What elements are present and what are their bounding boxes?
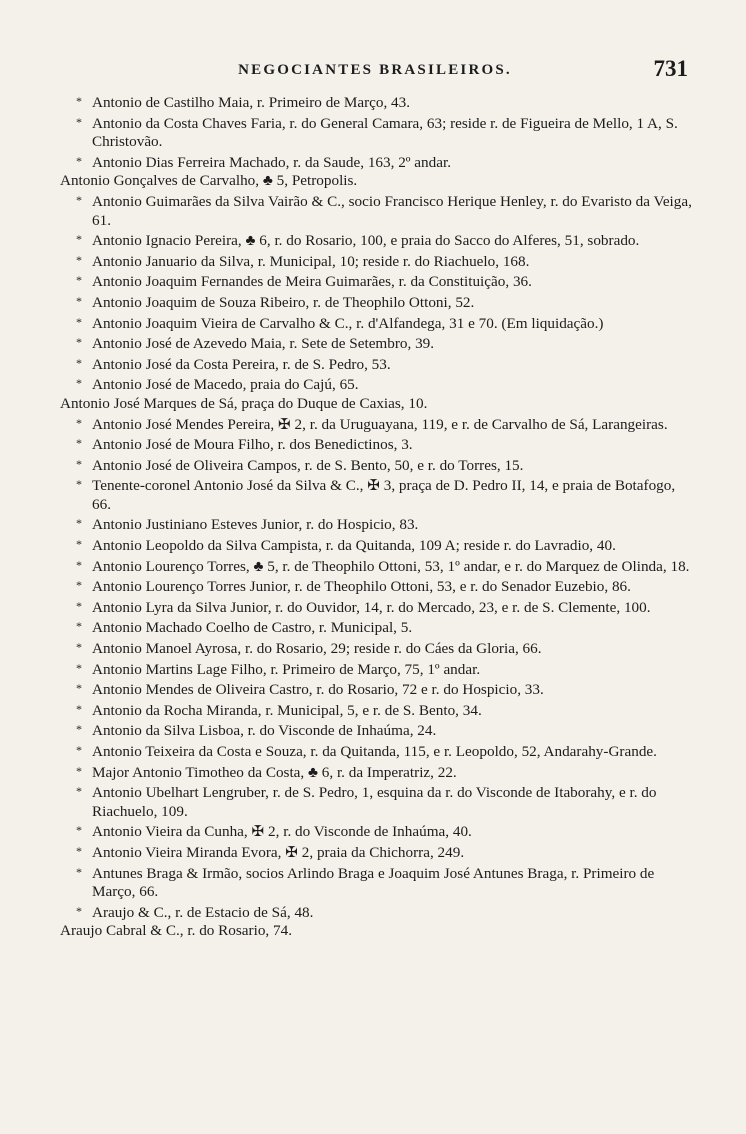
- merchant-entry: [58, 414, 692, 435]
- asterisk-mark: *: [76, 537, 82, 552]
- merchant-entry-text: Antonio Mendes de Oliveira Castro, r. do Rosario, 72 e r. do Hospicio, 33.: [92, 681, 544, 699]
- merchant-entry-text: Antonio da Rocha Miranda, r. Municipal, 5, e r. de S. Bento, 34.: [92, 701, 482, 719]
- merchant-list: [58, 92, 692, 941]
- merchant-entry: [58, 638, 692, 659]
- merchant-entry: [58, 455, 692, 476]
- merchant-entry-text: Antonio Lourenço Torres Junior, r. de Theophilo Ottoni, 53, e r. do Senador Euzebio, 86.: [92, 578, 631, 596]
- asterisk-mark: *: [76, 619, 82, 634]
- asterisk-mark: *: [76, 763, 82, 778]
- merchant-entry: [58, 700, 692, 721]
- merchant-entry-text: Antonio José de Azevedo Maia, r. Sete de Setembro, 39.: [92, 335, 435, 353]
- merchant-entry-text: Antonio Martins Lage Filho, r. Primeiro de Março, 75, 1º andar.: [92, 660, 481, 678]
- asterisk-mark: *: [76, 192, 82, 207]
- merchant-entry-text: Araujo Cabral & C., r. do Rosario, 74.: [60, 922, 293, 940]
- merchant-entry-text: Antunes Braga & Irmão, socios Arlindo Braga e Joaquim José Antunes Braga, r. Primeiro de Março, 66.: [92, 864, 655, 901]
- asterisk-mark: *: [76, 415, 82, 430]
- asterisk-mark: *: [76, 355, 82, 370]
- merchant-entry: [58, 152, 692, 173]
- asterisk-mark: *: [76, 436, 82, 451]
- merchant-entry-text: Antonio Vieira Miranda Evora, ✠ 2, praia da Chichorra, 249.: [92, 843, 465, 861]
- merchant-entry: [58, 230, 692, 251]
- merchant-entry-text: Antonio Guimarães da Silva Vairão & C., socio Francisco Herique Henley, r. do Evaristo da Veiga, 61.: [92, 192, 692, 229]
- merchant-entry: [58, 395, 692, 414]
- asterisk-mark: *: [76, 557, 82, 572]
- asterisk-mark: *: [76, 598, 82, 613]
- merchant-entry: [58, 535, 692, 556]
- merchant-entry-text: Antonio de Castilho Maia, r. Primeiro de Março, 43.: [92, 94, 411, 111]
- asterisk-mark: *: [76, 293, 82, 308]
- merchant-entry: [58, 514, 692, 535]
- merchant-entry: [58, 113, 692, 152]
- merchant-entry-text: Antonio José de Macedo, praia do Cajú, 65.: [92, 376, 359, 394]
- merchant-entry: [58, 842, 692, 863]
- merchant-entry-text: Antonio Dias Ferreira Machado, r. da Saude, 163, 2º andar.: [92, 153, 451, 171]
- merchant-entry: [58, 902, 692, 923]
- merchant-entry-text: Antonio Januario da Silva, r. Municipal, 10; reside r. do Riachuelo, 168.: [92, 252, 530, 270]
- asterisk-mark: *: [76, 722, 82, 737]
- asterisk-mark: *: [76, 335, 82, 350]
- asterisk-mark: *: [76, 903, 82, 918]
- asterisk-mark: *: [76, 114, 82, 129]
- merchant-entry: [58, 333, 692, 354]
- merchant-entry-text: Antonio Joaquim de Souza Ribeiro, r. de Theophilo Ottoni, 52.: [92, 293, 475, 311]
- merchant-entry: [58, 720, 692, 741]
- asterisk-mark: *: [76, 843, 82, 858]
- merchant-entry: [58, 172, 692, 191]
- merchant-entry: [58, 782, 692, 821]
- merchant-entry-text: Antonio Ignacio Pereira, ♣ 6, r. do Rosario, 100, e praia do Sacco do Alferes, 51, sobrado.: [92, 232, 640, 250]
- merchant-entry: [58, 679, 692, 700]
- merchant-entry-text: Antonio José de Moura Filho, r. dos Benedictinos, 3.: [92, 436, 413, 454]
- asterisk-mark: *: [76, 252, 82, 267]
- merchant-entry: [58, 556, 692, 577]
- asterisk-mark: *: [76, 456, 82, 471]
- asterisk-mark: *: [76, 376, 82, 391]
- merchant-entry-text: Antonio Lourenço Torres, ♣ 5, r. de Theophilo Ottoni, 53, 1º andar, e r. do Marquez de Olinda, 18.: [92, 557, 690, 575]
- merchant-entry-text: Antonio Leopoldo da Silva Campista, r. da Quitanda, 109 A; reside r. do Lavradio, 40.: [92, 537, 616, 555]
- merchant-entry: [58, 92, 692, 113]
- merchant-entry: [58, 762, 692, 783]
- merchant-entry-text: Antonio Joaquim Fernandes de Meira Guimarães, r. da Constituição, 36.: [92, 273, 532, 291]
- merchant-entry: [58, 354, 692, 375]
- merchant-entry-text: Major Antonio Timotheo da Costa, ♣ 6, r. da Imperatriz, 22.: [92, 763, 457, 781]
- merchant-entry: [58, 374, 692, 395]
- merchant-entry-text: Antonio José de Oliveira Campos, r. de S. Bento, 50, e r. do Torres, 15.: [92, 456, 524, 474]
- merchant-entry: [58, 597, 692, 618]
- asterisk-mark: *: [76, 153, 82, 168]
- asterisk-mark: *: [76, 477, 82, 492]
- merchant-entry: [58, 251, 692, 272]
- merchant-entry: [58, 576, 692, 597]
- merchant-entry-text: Antonio Justiniano Esteves Junior, r. do Hospicio, 83.: [92, 516, 419, 534]
- asterisk-mark: *: [76, 314, 82, 329]
- merchant-entry-text: Antonio Ubelhart Lengruber, r. de S. Pedro, 1, esquina da r. do Visconde de Itaborahy, e r. do Riachuelo, 109.: [92, 784, 657, 820]
- merchant-entry: [58, 313, 692, 334]
- merchant-entry: [58, 292, 692, 313]
- merchant-entry: [58, 191, 692, 230]
- asterisk-mark: *: [76, 784, 82, 799]
- merchant-entry-text: Antonio Joaquim Vieira de Carvalho & C., r. d'Alfandega, 31 e 70. (Em liquidação.): [92, 314, 604, 332]
- asterisk-mark: *: [76, 823, 82, 838]
- asterisk-mark: *: [76, 864, 82, 879]
- merchant-entry-text: Antonio Manoel Ayrosa, r. do Rosario, 29; reside r. do Cáes da Gloria, 66.: [92, 640, 542, 658]
- asterisk-mark: *: [76, 232, 82, 247]
- merchant-entry-text: Antonio Vieira da Cunha, ✠ 2, r. do Visconde de Inhaúma, 40.: [92, 823, 472, 841]
- page-header: [58, 58, 692, 92]
- merchant-entry-text: Antonio José Mendes Pereira, ✠ 2, r. da Uruguayana, 119, e r. de Carvalho de Sá, Larangeiras.: [92, 415, 668, 433]
- asterisk-mark: *: [76, 578, 82, 593]
- merchant-entry-text: Antonio da Costa Chaves Faria, r. do General Camara, 63; reside r. de Figueira de Mello, 1 A, S. Christovão.: [92, 114, 678, 151]
- merchant-entry: [58, 659, 692, 680]
- merchant-entry-text: Antonio da Silva Lisboa, r. do Visconde de Inhaúma, 24.: [92, 722, 437, 740]
- merchant-entry-text: Tenente-coronel Antonio José da Silva & C., ✠ 3, praça de D. Pedro II, 14, e praia de Botafogo, 66.: [92, 477, 676, 513]
- merchant-entry-text: Antonio José Marques de Sá, praça do Duque de Caxias, 10.: [60, 394, 428, 412]
- merchant-entry-text: Antonio Gonçalves de Carvalho, ♣ 5, Petropolis.: [60, 172, 358, 190]
- running-title: NEGOCIANTES BRASILEIROS.: [238, 62, 512, 78]
- merchant-entry: [58, 922, 692, 941]
- asterisk-mark: *: [76, 743, 82, 757]
- merchant-entry: [58, 271, 692, 292]
- merchant-entry: [58, 863, 692, 902]
- asterisk-mark: *: [76, 273, 82, 288]
- asterisk-mark: *: [76, 681, 82, 696]
- asterisk-mark: *: [76, 660, 82, 675]
- merchant-entry: [58, 741, 692, 762]
- merchant-entry: [58, 821, 692, 842]
- merchant-entry-text: Antonio Teixeira da Costa e Souza, r. da Quitanda, 115, e r. Leopoldo, 52, Andarahy-Grande.: [92, 743, 657, 760]
- merchant-entry-text: Antonio Machado Coelho de Castro, r. Municipal, 5.: [92, 619, 413, 637]
- asterisk-mark: *: [76, 94, 82, 108]
- asterisk-mark: *: [76, 640, 82, 655]
- asterisk-mark: *: [76, 701, 82, 716]
- merchant-entry-text: Araujo & C., r. de Estacio de Sá, 48.: [92, 903, 314, 921]
- asterisk-mark: *: [76, 516, 82, 531]
- merchant-entry: [58, 475, 692, 514]
- merchant-entry: [58, 434, 692, 455]
- merchant-entry: [58, 617, 692, 638]
- merchant-entry-text: Antonio Lyra da Silva Junior, r. do Ouvidor, 14, r. do Mercado, 23, e r. de S. Clemente, 100.: [92, 598, 651, 616]
- page-number: 731: [653, 56, 688, 81]
- merchant-entry-text: Antonio José da Costa Pereira, r. de S. Pedro, 53.: [92, 355, 391, 373]
